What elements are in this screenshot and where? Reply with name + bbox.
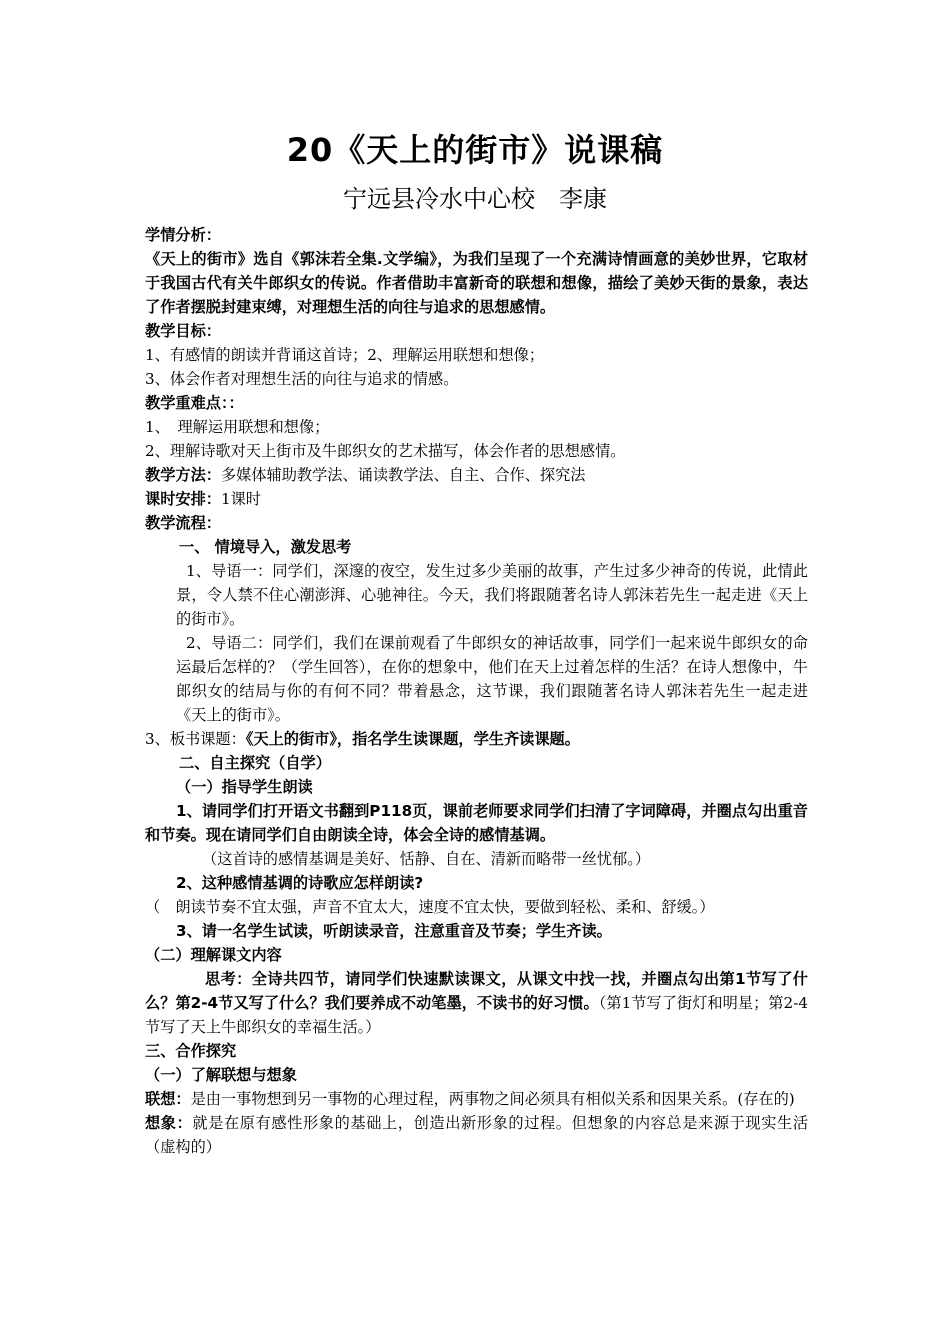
association-text: 是由一事物想到另一事物的心理过程，两事物之间必须具有相似关系和因果关系。(存在的) (190, 1090, 795, 1108)
think-answer: （第1节写了街灯和明星；第2-4节写了天上牛郎织女的幸福生活。） (145, 994, 808, 1036)
step1-intro-2: 2、导语二：同学们，我们在课前观看了牛郎织女的神话故事，同学们一起来说牛郎织女的命运最后怎样的？（学生回答），在你的想象中，他们在天上过着怎样的生活？在诗人想像中，牛郎织女的结局与你的有何不同？带着悬念，这节课，我们跟随著名诗人郭沫若先生一起走进《天上的街市》。 (176, 634, 808, 724)
time-text: 1课时 (220, 490, 261, 508)
step2-sub-understanding: （二）理解课文内容 (145, 946, 282, 964)
method-label: 教学方法： (145, 466, 221, 484)
step2-reading-2-note: （ 朗读节奏不宜太强，声音不宜太大，速度不宜太快，要做到轻松、柔和、舒缓。） (145, 898, 715, 916)
key-points-heading: 教学重难点：： (145, 394, 244, 412)
key-point-2: 2、理解诗歌对天上街市及牛郎织女的艺术描写，体会作者的思想感情。 (145, 442, 626, 460)
step1-intro-1: 1、导语一：同学们，深邃的夜空，发生过多少美丽的故事，产生过多少神奇的传说，此情此景，令人禁不住心潮澎湃、心驰神往。今天，我们将跟随著名诗人郭沫若先生一起走进《天上的街市》。 (176, 562, 808, 628)
board-title-prefix: 3、板书课题： (145, 730, 246, 748)
step2-reading-1: 1、请同学们打开语文书翻到P118页，课前老师要求同学们扫清了字词障碍，并圈点勾出重音和节奏。现在请同学们自由朗读全诗，体会全诗的感情基调。 (145, 802, 808, 844)
page-title: 20《天上的街市》说课稿 (286, 131, 664, 169)
imagination-label: 想象： (145, 1114, 193, 1132)
analysis-heading: 学情分析： (145, 226, 221, 244)
goals-heading: 教学目标： (145, 322, 221, 340)
step2-heading: 二、自主探究（自学） (179, 754, 331, 772)
association-label: 联想： (145, 1090, 191, 1108)
association-definition (145, 1087, 808, 1111)
process-heading: 教学流程： (145, 514, 221, 532)
time-label: 课时安排： (145, 490, 221, 508)
key-point-1: 1、 理解运用联想和想像； (145, 418, 330, 436)
method-text: 多媒体辅助教学法、诵读教学法、自主、合作、探究法 (220, 466, 586, 484)
step2-reading-1-note: （这首诗的感情基调是美好、恬静、自在、清新而略带一丝忧郁。） (202, 850, 651, 868)
goal-line-2: 3、体会作者对理想生活的向往与追求的情感。 (145, 370, 459, 388)
document-body (145, 223, 808, 1159)
goal-line-1: 1、有感情的朗读并背诵这首诗；2、理解运用联想和想像； (145, 346, 545, 364)
author-line: 宁远县冷水中心校 李康 (343, 185, 607, 213)
imagination-text: 就是在原有感性形象的基础上，创造出新形象的过程。但想象的内容总是来源于现实生活（虚构的） (145, 1114, 809, 1156)
step1-heading: 一、 情境导入，激发思考 (179, 538, 352, 556)
step2-think (145, 967, 808, 1039)
step2-sub-reading: （一）指导学生朗读 (176, 778, 313, 796)
step1-board-title (145, 727, 808, 751)
step2-reading-2: 2、这种感情基调的诗歌应怎样朗读? (176, 874, 424, 892)
imagination-definition (145, 1111, 808, 1159)
board-title-text: 《天上的街市》，指名学生读课题，学生齐读课题。 (245, 730, 580, 748)
method-line (145, 463, 808, 487)
think-question: 思考：全诗共四节，请同学们快速默读课文，从课文中找一找，并圈点勾出第1节写了什么？第2-4节又写了什么？我们要养成不动笔墨，不读书的好习惯。 (145, 970, 808, 1012)
step2-reading-3: 3、请一名学生试读，听朗读录音，注意重音及节奏；学生齐读。 (176, 922, 612, 940)
step3-heading: 三、合作探究 (145, 1042, 237, 1060)
time-line (145, 487, 808, 511)
analysis-text: 《天上的街市》选自《郭沫若全集.文学编》，为我们呈现了一个充满诗情画意的美妙世界，它取材于我国古代有关牛郎织女的传说。作者借助丰富新奇的联想和想像，描绘了美妙天街的景象，表达了作者摆脱封建束缚，对理想生活的向往与追求的思想感情。 (145, 250, 808, 316)
step3-sub-association: （一）了解联想与想象 (145, 1066, 297, 1084)
